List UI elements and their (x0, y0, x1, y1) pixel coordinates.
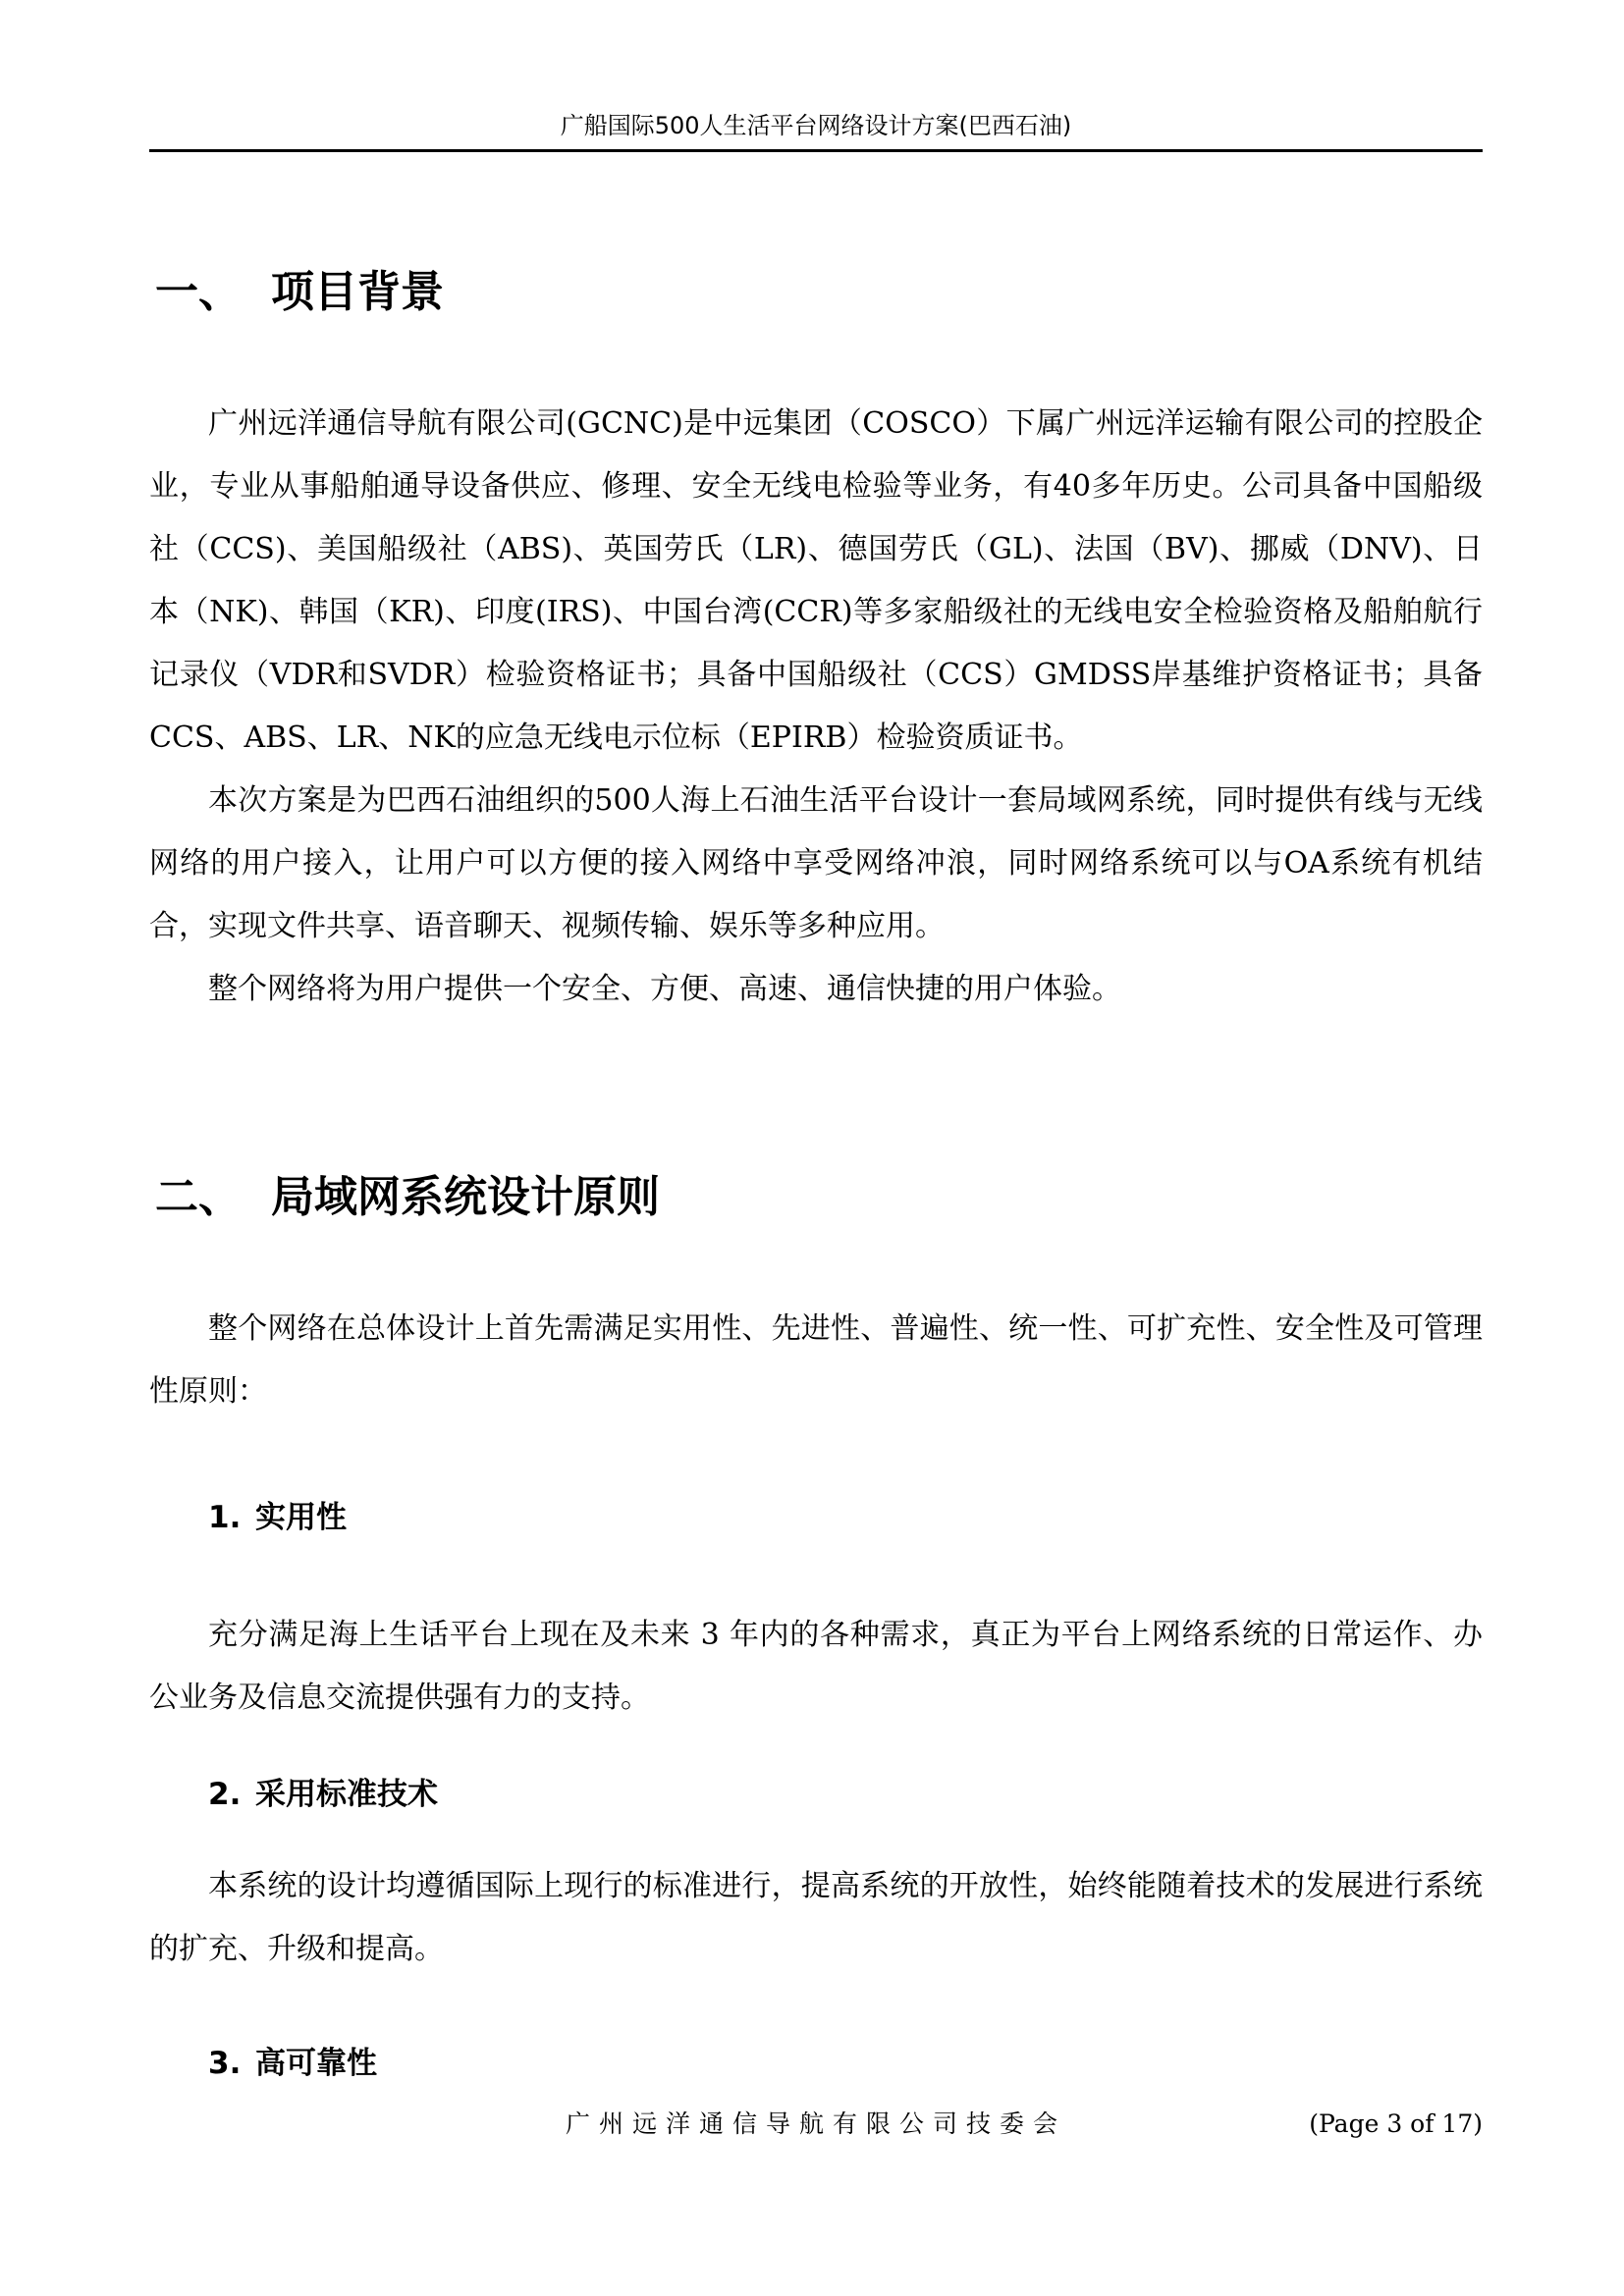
subsection-heading-1 (208, 1498, 347, 1537)
section-1-paragraph-1: 广州远洋通信导航有限公司(GCNC)是中远集团（COSCO）下属广州远洋运输有限公司的控股企业，专业从事船舶通导设备供应、修理、安全无线电检验等业务，有40多年历史。公司具备中国船级社（CCS)、美国船级社（ABS)、英国劳氏（LR)、德国劳氏（GL)、法国（BV)、挪威（DNV)、日本（NK)、韩国（KR)、印度(IRS)、中国台湾(CCR)等多家船级社的无线电安全检验资格及船舶航行记录仪（VDR和SVDR）检验资格证书；具备中国船级社（CCS）GMDSS岸基维护资格证书；具备CCS、ABS、LR、NK的应急无线电示位标（EPIRB）检验资质证书。 (149, 406, 1483, 755)
section-1-title: 项目背景 (271, 267, 444, 317)
subsection-1-number: 1. (208, 1500, 242, 1535)
subsection-2-number: 2. (208, 1777, 242, 1812)
subsection-heading-2 (208, 1775, 438, 1814)
subsection-3-number: 3. (208, 2046, 242, 2081)
footer-company: 广州远洋通信导航有限公司技委会 (565, 2109, 1066, 2138)
footer-page-number: (Page 3 of 17) (1309, 2109, 1483, 2138)
subsection-2-title: 采用标准技术 (255, 1777, 438, 1812)
section-1-number: 一、 (155, 267, 242, 317)
section-1-paragraph-3: 整个网络将为用户提供一个安全、方便、高速、通信快捷的用户体验。 (208, 972, 1121, 1006)
header-divider (149, 149, 1483, 152)
subsection-1-title: 实用性 (255, 1500, 347, 1535)
section-heading-2 (155, 1170, 660, 1225)
section-heading-1 (155, 265, 444, 320)
section-2-title: 局域网系统设计原则 (271, 1172, 660, 1222)
subsection-1-text: 充分满足海上生话平台上现在及未来 3 年内的各种需求，真正为平台上网络系统的日常运作、办公业务及信息交流提供强有力的支持。 (149, 1618, 1483, 1715)
subsection-3-title: 高可靠性 (255, 2046, 377, 2081)
section-1-paragraph-2: 本次方案是为巴西石油组织的500人海上石油生活平台设计一套局域网系统，同时提供有线与无线网络的用户接入，让用户可以方便的接入网络中享受网络冲浪，同时网络系统可以与OA系统有机结合，实现文件共享、语音聊天、视频传输、娱乐等多种应用。 (149, 783, 1483, 943)
section-2-intro: 整个网络在总体设计上首先需满足实用性、先进性、普遍性、统一性、可扩充性、安全性及可管理性原则： (149, 1311, 1483, 1409)
section-2-number: 二、 (155, 1172, 242, 1222)
subsection-2-text: 本系统的设计均遵循国际上现行的标准进行，提高系统的开放性，始终能随着技术的发展进行系统的扩充、升级和提高。 (149, 1869, 1483, 1966)
subsection-heading-3 (208, 2044, 377, 2083)
page-header-title: 广船国际500人生活平台网络设计方案(巴西石油) (560, 112, 1072, 139)
